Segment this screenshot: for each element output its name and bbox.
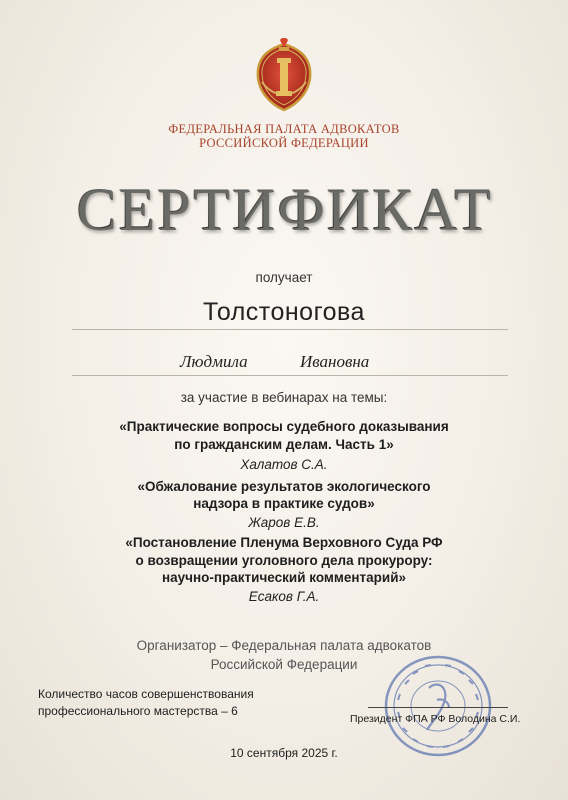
- organization-name-line1: ФЕДЕРАЛЬНАЯ ПАЛАТА АДВОКАТОВ: [168, 122, 400, 136]
- webinars-intro: за участие в вебинарах на темы:: [180, 390, 388, 405]
- organizer-line1: Организатор – Федеральная палата адвокатов: [136, 638, 432, 653]
- recipient-first-name: Людмила: [180, 352, 248, 371]
- recipient-surname: Толстоногова: [203, 298, 365, 326]
- hours-block: [38, 686, 254, 720]
- surname-underline: [72, 329, 508, 330]
- official-seal-stamp-icon: [383, 654, 493, 758]
- webinar-1-title-line2: по гражданским делам. Часть 1»: [174, 437, 394, 452]
- recipient-patronymic: Ивановна: [300, 352, 370, 371]
- organization-name-line2: РОССИЙСКОЙ ФЕДЕРАЦИИ: [199, 136, 369, 150]
- webinar-1-author: Халатов С.А.: [240, 457, 328, 472]
- webinar-3-title-line1: «Постановление Пленума Верховного Суда РФ: [125, 535, 443, 550]
- webinar-1-title-line1: «Практические вопросы судебного доказывания: [119, 419, 449, 434]
- receives-label: получает: [255, 270, 313, 285]
- hours-line1: Количество часов совершенствования: [38, 687, 254, 701]
- signature-line: [368, 707, 508, 708]
- recipient-name-row: [0, 352, 568, 374]
- name-underline: [72, 375, 508, 376]
- webinar-3-title-line3: научно-практический комментарий»: [161, 570, 406, 585]
- hours-line2: профессионального мастерства – 6: [38, 704, 238, 718]
- webinar-2-title-line1: «Обжалование результатов экологического: [137, 479, 431, 494]
- issue-date: 10 сентября 2025 г.: [230, 746, 338, 760]
- webinar-2-title-line2: надзора в практике судов»: [193, 496, 375, 511]
- webinar-3-title-line2: о возвращении уголовного дела прокурору:: [135, 553, 433, 568]
- webinar-3-author: Есаков Г.А.: [248, 589, 320, 604]
- president-signature-caption: Президент ФПА РФ Володина С.И.: [350, 713, 521, 725]
- lawyers-chamber-emblem-icon: [252, 38, 316, 114]
- webinar-2-author: Жаров Е.В.: [248, 515, 320, 530]
- certificate-title: СЕРТИФИКАТ: [0, 176, 568, 242]
- organizer-line2: Российской Федерации: [210, 657, 358, 672]
